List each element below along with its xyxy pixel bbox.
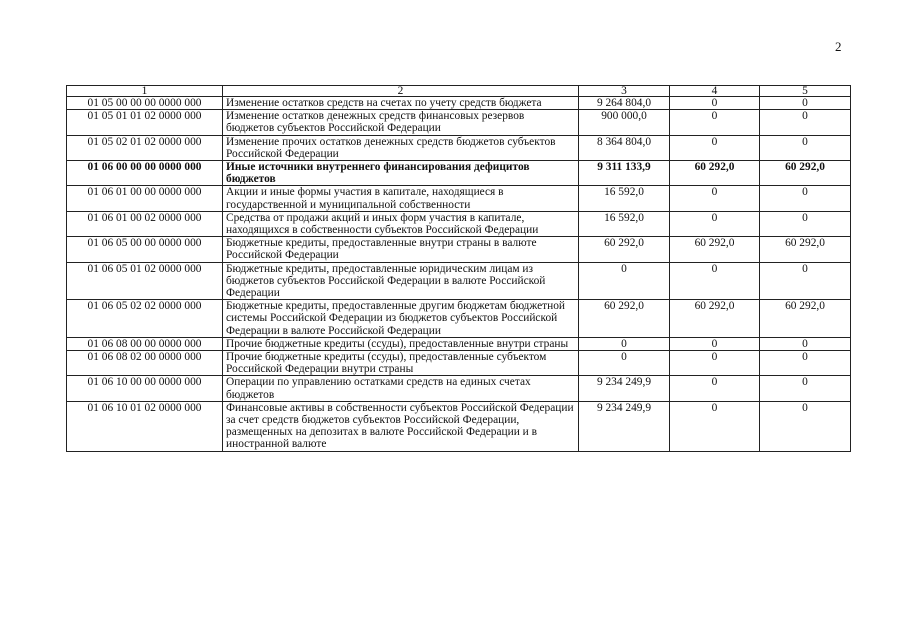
value-col3-cell: 8 364 804,0: [579, 135, 670, 160]
value-col3-cell: 9 311 133,9: [579, 161, 670, 186]
value-col4-cell: 0: [670, 97, 760, 110]
description-cell: Акции и иные формы участия в капитале, находящиеся в государственной и муниципальной собственности: [223, 186, 579, 211]
value-col3-cell: 16 592,0: [579, 211, 670, 236]
value-col5-cell: 60 292,0: [760, 161, 851, 186]
column-header-2: 2: [223, 86, 579, 97]
value-col5-cell: 0: [760, 337, 851, 350]
value-col5-cell: 0: [760, 110, 851, 135]
value-col5-cell: 60 292,0: [760, 237, 851, 262]
value-col4-cell: 60 292,0: [670, 237, 760, 262]
table-body: [67, 97, 851, 452]
value-col4-cell: 0: [670, 135, 760, 160]
budget-code-cell: 01 06 05 01 02 0000 000: [67, 262, 223, 300]
value-col3-cell: 16 592,0: [579, 186, 670, 211]
value-col5-cell: 0: [760, 376, 851, 401]
budget-sources-table: [66, 85, 851, 452]
value-col3-cell: 0: [579, 337, 670, 350]
table-row: [67, 300, 851, 338]
budget-code-cell: 01 06 08 00 00 0000 000: [67, 337, 223, 350]
budget-code-cell: 01 05 01 01 02 0000 000: [67, 110, 223, 135]
value-col3-cell: 0: [579, 262, 670, 300]
description-cell: Изменение прочих остатков денежных средств бюджетов субъектов Российской Федерации: [223, 135, 579, 160]
column-header-4: 4: [670, 86, 760, 97]
description-cell: Бюджетные кредиты, предоставленные юридическим лицам из бюджетов субъектов Российской Федерации в валюте Российской Федерации: [223, 262, 579, 300]
description-cell: Финансовые активы в собственности субъектов Российской Федерации за счет средств бюджетов субъектов Российской Федерации, размещенных на депозитах в валюте Российской Федерации и в иностранной валюте: [223, 401, 579, 451]
table-row: [67, 376, 851, 401]
value-col5-cell: 0: [760, 211, 851, 236]
value-col5-cell: 0: [760, 351, 851, 376]
value-col3-cell: 9 264 804,0: [579, 97, 670, 110]
value-col4-cell: 0: [670, 337, 760, 350]
value-col5-cell: 0: [760, 401, 851, 451]
budget-code-cell: 01 06 08 02 00 0000 000: [67, 351, 223, 376]
value-col3-cell: 60 292,0: [579, 300, 670, 338]
table-row: [67, 237, 851, 262]
page-number: 2: [835, 39, 842, 54]
budget-code-cell: 01 05 02 01 02 0000 000: [67, 135, 223, 160]
value-col4-cell: 0: [670, 186, 760, 211]
table-row: [67, 97, 851, 110]
description-cell: Бюджетные кредиты, предоставленные внутри страны в валюте Российской Федерации: [223, 237, 579, 262]
description-cell: Иные источники внутреннего финансирования дефицитов бюджетов: [223, 161, 579, 186]
budget-code-cell: 01 06 10 01 02 0000 000: [67, 401, 223, 451]
description-cell: Средства от продажи акций и иных форм участия в капитале, находящихся в собственности субъектов Российской Федерации: [223, 211, 579, 236]
column-header-1: 1: [67, 86, 223, 97]
header-row: [67, 86, 851, 97]
budget-code-cell: 01 05 00 00 00 0000 000: [67, 97, 223, 110]
budget-code-cell: 01 06 05 00 00 0000 000: [67, 237, 223, 262]
value-col4-cell: 0: [670, 110, 760, 135]
value-col5-cell: 0: [760, 135, 851, 160]
table-row: [67, 337, 851, 350]
value-col4-cell: 0: [670, 351, 760, 376]
value-col3-cell: 9 234 249,9: [579, 401, 670, 451]
value-col4-cell: 0: [670, 211, 760, 236]
column-header-3: 3: [579, 86, 670, 97]
description-cell: Прочие бюджетные кредиты (ссуды), предоставленные внутри страны: [223, 337, 579, 350]
value-col3-cell: 900 000,0: [579, 110, 670, 135]
description-cell: Изменение остатков денежных средств финансовых резервов бюджетов субъектов Российской Федерации: [223, 110, 579, 135]
budget-code-cell: 01 06 01 00 00 0000 000: [67, 186, 223, 211]
table-row: [67, 135, 851, 160]
value-col4-cell: 60 292,0: [670, 161, 760, 186]
value-col3-cell: 60 292,0: [579, 237, 670, 262]
table-row: [67, 401, 851, 451]
table-row: [67, 262, 851, 300]
table-row: [67, 161, 851, 186]
value-col3-cell: 0: [579, 351, 670, 376]
value-col5-cell: 60 292,0: [760, 300, 851, 338]
budget-code-cell: 01 06 10 00 00 0000 000: [67, 376, 223, 401]
table-row: [67, 110, 851, 135]
value-col4-cell: 60 292,0: [670, 300, 760, 338]
budget-code-cell: 01 06 00 00 00 0000 000: [67, 161, 223, 186]
value-col5-cell: 0: [760, 262, 851, 300]
budget-code-cell: 01 06 01 00 02 0000 000: [67, 211, 223, 236]
value-col4-cell: 0: [670, 376, 760, 401]
table-row: [67, 186, 851, 211]
table-row: [67, 351, 851, 376]
description-cell: Прочие бюджетные кредиты (ссуды), предоставленные субъектом Российской Федерации внутри страны: [223, 351, 579, 376]
budget-code-cell: 01 06 05 02 02 0000 000: [67, 300, 223, 338]
value-col5-cell: 0: [760, 186, 851, 211]
description-cell: Бюджетные кредиты, предоставленные другим бюджетам бюджетной системы Российской Федерации из бюджетов субъектов Российской Федерации в валюте Российской Федерации: [223, 300, 579, 338]
value-col4-cell: 0: [670, 401, 760, 451]
value-col4-cell: 0: [670, 262, 760, 300]
table-row: [67, 211, 851, 236]
value-col3-cell: 9 234 249,9: [579, 376, 670, 401]
description-cell: Операции по управлению остатками средств на единых счетах бюджетов: [223, 376, 579, 401]
value-col5-cell: 0: [760, 97, 851, 110]
column-header-5: 5: [760, 86, 851, 97]
description-cell: Изменение остатков средств на счетах по учету средств бюджета: [223, 97, 579, 110]
